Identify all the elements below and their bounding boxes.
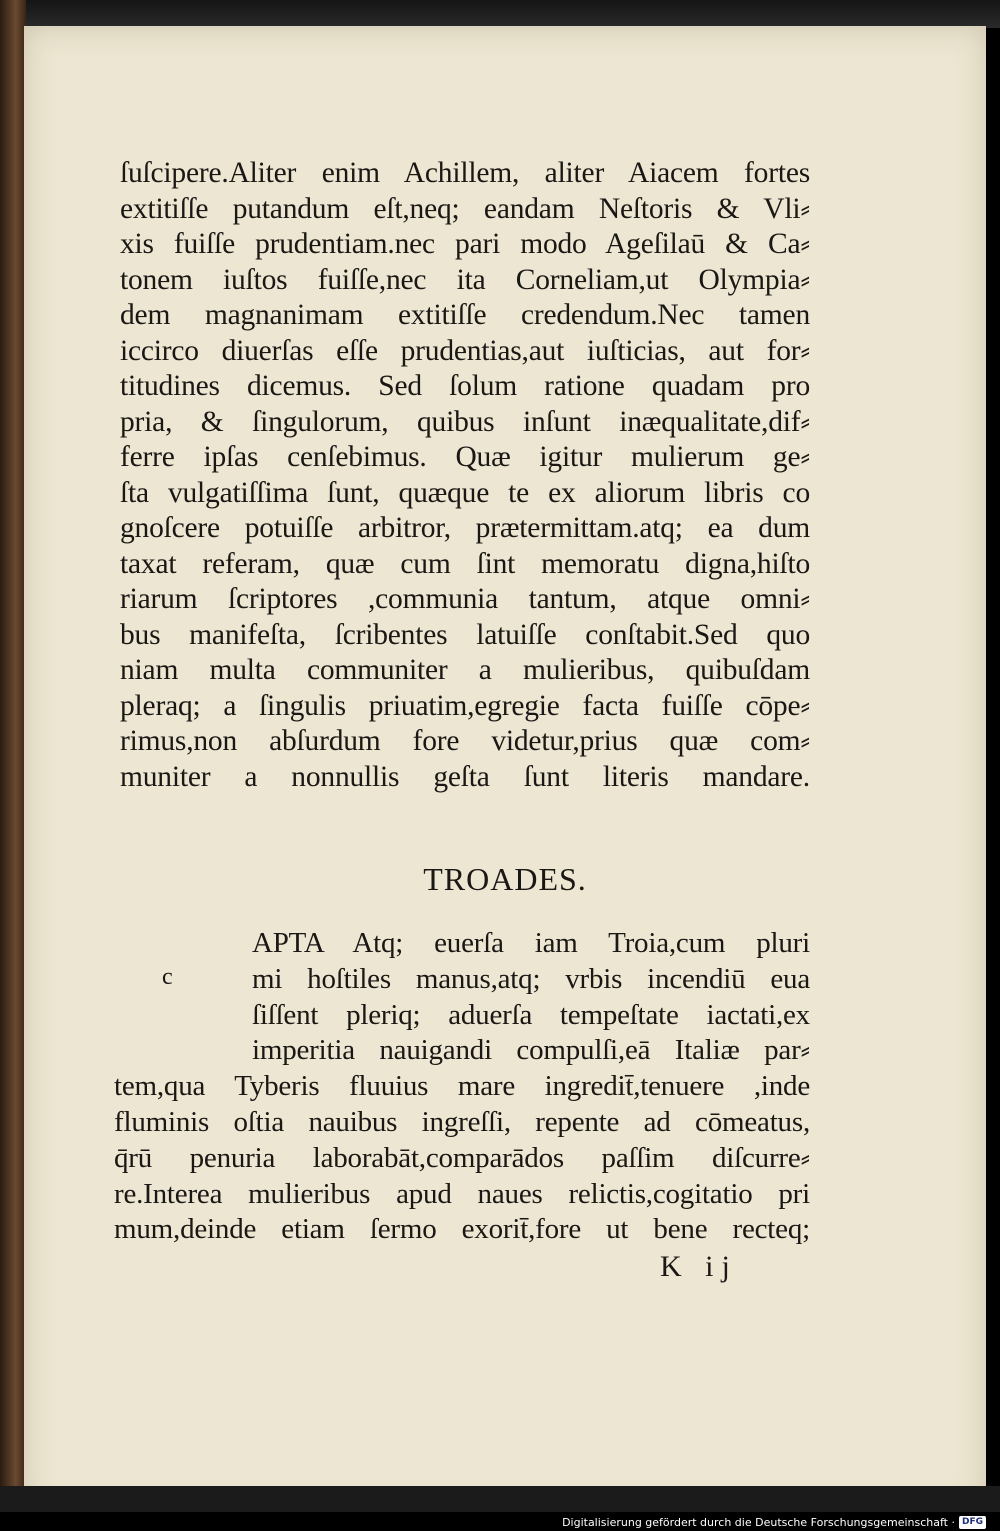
chapter-line-indented: ſiſſent pleriq; aduerſa tempeſtate iactati,ex (252, 998, 810, 1031)
text-line: iccirco diuerſas eſſe prudentias,aut iuſticias, aut for⸗ (120, 334, 810, 367)
scan-top-edge (0, 0, 1000, 28)
chapter-line-indented: imperitia nauigandi compulſi,eā Italiæ par⸗ (252, 1034, 810, 1067)
chapter-line: q̄rū penuria laborabāt,comparādos paſſim diſcurre⸗ (114, 1141, 810, 1174)
book-spine-edge (0, 0, 26, 1510)
text-line: gnoſcere potuiſſe arbitror, prætermittam.atq; ea dum (120, 512, 810, 544)
dfg-logo[interactable]: DFG (959, 1516, 986, 1529)
guide-letter: c (162, 964, 173, 990)
chapter-line-indented: mi hoſtiles manus,atq; vrbis incendiū eua (252, 962, 810, 995)
chapter-heading: TROADES. (423, 861, 587, 897)
credit-text: Digitalisierung gefördert durch die Deutsche Forschungsgemeinschaft · (562, 1515, 955, 1529)
text-line: ſuſcipere.Aliter enim Achillem, aliter Aiacem fortes (120, 157, 810, 189)
book-page (24, 26, 986, 1510)
body-text (120, 156, 810, 795)
text-line: ferre ipſas cenſebimus. Quæ igitur mulierum ge⸗ (120, 441, 810, 473)
text-line: extitiſſe putandum eſt,neq; eandam Neſtoris & Vli⸗ (120, 192, 810, 225)
text-line: riarum ſcriptores ,communia tantum, atque omni⸗ (120, 583, 810, 615)
signature-mark: K ij (660, 1250, 738, 1283)
scan-bottom-edge (0, 1486, 1000, 1512)
text-line: pleraq; a ſingulis priuatim,egregie facta fuiſſe cōpe⸗ (120, 689, 810, 722)
text-line: ſta vulgatiſſima ſunt, quæque te ex aliorum libris co (120, 476, 810, 509)
chapter-line: mum,deinde etiam ſermo exorit̄,fore ut bene recteq; (114, 1213, 810, 1246)
text-line: dem magnanimam extitiſſe credendum.Nec tamen (120, 299, 810, 331)
text-line: taxat referam, quæ cum ſint memoratu digna,hiſto (120, 547, 810, 580)
text-line: niam multa communiter a mulieribus, quibuſdam (120, 654, 810, 686)
text-line: muniter a nonnullis geſta ſunt literis mandare. (120, 760, 810, 793)
text-line: rimus,non abſurdum fore videtur,prius quæ com⸗ (120, 725, 810, 757)
chapter-line-indented: APTA Atq; euerſa iam Troia,cum pluri (252, 927, 810, 959)
digitization-credit (562, 1513, 986, 1531)
chapter-line: re.Interea mulieribus apud naues relictis,cogitatio pri (114, 1177, 810, 1210)
chapter-line: fluminis oſtia nauibus ingreſſi, repente ad cōmeatus, (114, 1105, 810, 1138)
text-line: titudines dicemus. Sed ſolum ratione quadam pro (120, 370, 810, 402)
text-line: xis fuiſſe prudentiam.nec pari modo Ageſilaū & Ca⸗ (120, 228, 810, 260)
text-line: tonem iuſtos fuiſſe,nec ita Corneliam,ut Olympia⸗ (120, 263, 810, 296)
text-line: pria, & ſingulorum, quibus inſunt inæqualitate,dif⸗ (120, 405, 810, 438)
chapter-line: tem,qua Tyberis fluuius mare ingredit̄,tenuere ,inde (114, 1070, 810, 1103)
text-line: bus manifeſta, ſcribentes latuiſſe conſtabit.Sed quo (120, 618, 810, 651)
chapter-text (114, 926, 810, 1248)
